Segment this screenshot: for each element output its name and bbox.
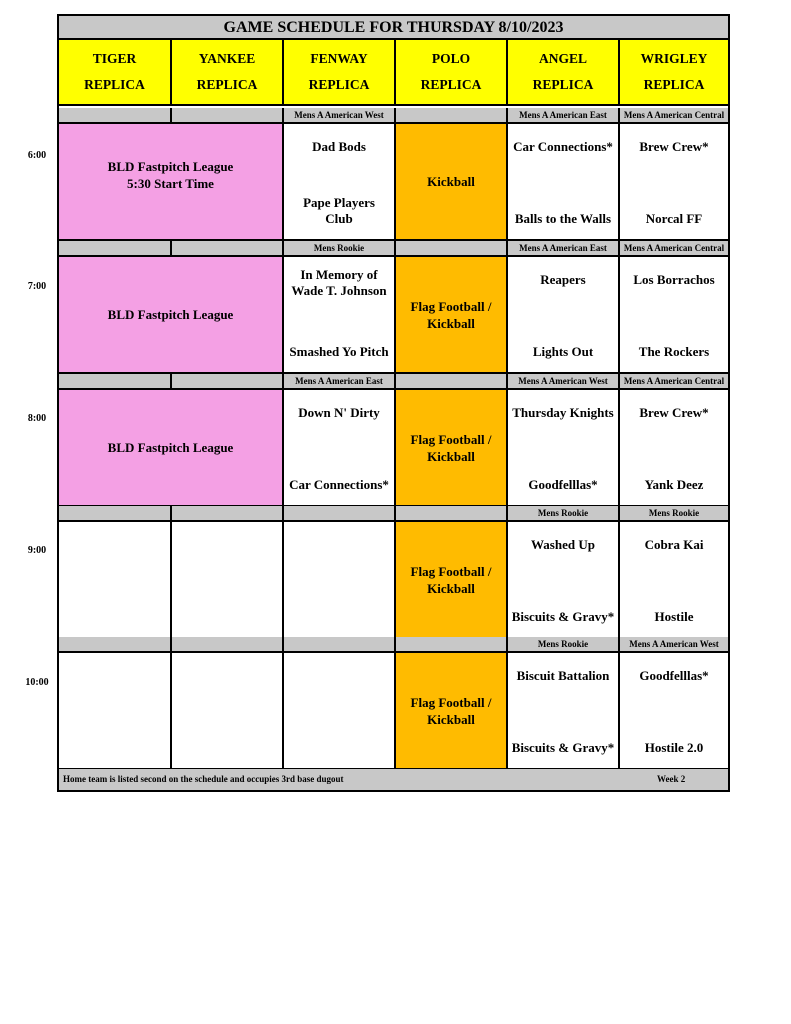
division-label <box>59 506 172 522</box>
field-header-wrigley <box>620 40 728 106</box>
division-label <box>172 108 284 124</box>
division-label <box>172 637 284 653</box>
division-label <box>59 108 172 124</box>
polo-event: Kickball <box>396 124 508 241</box>
field-name: WRIGLEY <box>640 51 708 66</box>
fastpitch-start-time: 5:30 Start Time <box>127 175 214 191</box>
division-label <box>396 108 508 124</box>
away-team: Washed Up <box>531 537 595 552</box>
field-name: TIGER <box>92 51 137 66</box>
home-team: Car Connections* <box>289 477 389 492</box>
division-label: Mens A American Central <box>620 241 728 257</box>
away-team: Brew Crew* <box>639 405 709 420</box>
division-label <box>172 241 284 257</box>
field-name: FENWAY <box>310 51 368 66</box>
division-label <box>59 637 172 653</box>
polo-event: Flag Football / Kickball <box>396 257 508 374</box>
field-header-polo <box>396 40 508 106</box>
time-label-6: 6:00 <box>27 150 47 161</box>
game-cell-fenway <box>284 124 396 241</box>
field-sub: REPLICA <box>420 77 482 92</box>
home-team: Balls to the Walls <box>514 211 612 226</box>
division-label: Mens Rookie <box>620 506 728 522</box>
week-label: Week 2 <box>657 774 686 784</box>
division-label <box>396 374 508 390</box>
game-cell-angel <box>508 522 620 639</box>
home-team: Lights Out <box>532 344 594 359</box>
empty-cell-fenway <box>284 522 396 639</box>
division-label <box>172 374 284 390</box>
away-team: Cobra Kai <box>644 537 704 552</box>
empty-cell-yankee <box>172 522 284 639</box>
division-label <box>396 241 508 257</box>
division-label <box>396 506 508 522</box>
empty-cell-tiger <box>59 653 172 770</box>
division-label: Mens Rookie <box>508 637 620 653</box>
game-cell-fenway <box>284 390 396 507</box>
field-name: POLO <box>431 51 471 66</box>
division-label <box>172 506 284 522</box>
field-sub: REPLICA <box>308 77 370 92</box>
time-label-10: 10:00 <box>25 677 49 688</box>
fastpitch-label: BLD Fastpitch League <box>107 158 234 174</box>
time-label-7: 7:00 <box>27 281 47 292</box>
division-label: Mens A American Central <box>620 374 728 390</box>
time-label-9: 9:00 <box>27 545 47 556</box>
polo-event: Flag Football / Kickball <box>396 653 508 770</box>
division-label <box>59 374 172 390</box>
away-team: Goodfelllas* <box>639 668 709 683</box>
division-label: Mens A American West <box>508 374 620 390</box>
field-header-angel <box>508 40 620 106</box>
schedule-title: GAME SCHEDULE FOR THURSDAY 8/10/2023 <box>59 16 728 40</box>
game-cell-wrigley <box>620 522 728 639</box>
away-team: Thursday Knights <box>512 405 614 420</box>
empty-cell-tiger <box>59 522 172 639</box>
away-team: Car Connections* <box>513 139 613 154</box>
game-cell-angel <box>508 124 620 241</box>
home-team-note: Home team is listed second on the schedule and occupies 3rd base dugout <box>63 774 344 784</box>
field-sub: REPLICA <box>84 77 145 92</box>
away-team: In Memory of Wade T. Johnson <box>291 267 387 298</box>
schedule-footer <box>59 769 728 790</box>
division-label <box>284 637 396 653</box>
away-team: Los Borrachos <box>633 272 715 287</box>
home-team: Hostile 2.0 <box>644 740 704 755</box>
home-team: Hostile <box>654 609 694 624</box>
away-team: Dad Bods <box>312 139 366 154</box>
away-team: Reapers <box>540 272 586 287</box>
home-team: The Rockers <box>638 344 710 359</box>
field-sub: REPLICA <box>643 77 705 92</box>
division-label: Mens A American West <box>620 637 728 653</box>
game-cell-angel <box>508 390 620 507</box>
division-label: Mens A American Central <box>620 108 728 124</box>
home-team: Norcal FF <box>645 211 703 226</box>
home-team: Goodfelllas* <box>528 477 598 492</box>
game-cell-wrigley <box>620 390 728 507</box>
field-name: YANKEE <box>198 51 256 66</box>
home-team: Biscuits & Gravy* <box>511 609 615 624</box>
home-team: Biscuits & Gravy* <box>511 740 615 755</box>
away-team: Brew Crew* <box>639 139 709 154</box>
field-header-fenway <box>284 40 396 106</box>
game-cell-angel <box>508 653 620 770</box>
away-team: Biscuit Battalion <box>516 668 610 683</box>
polo-event: Flag Football / Kickball <box>396 390 508 507</box>
empty-cell-yankee <box>172 653 284 770</box>
division-label: Mens Rookie <box>284 241 396 257</box>
field-sub: REPLICA <box>532 77 594 92</box>
field-header-tiger <box>59 40 172 106</box>
game-cell-fenway <box>284 257 396 374</box>
home-team: Yank Deez <box>644 477 704 492</box>
fastpitch-block: BLD Fastpitch League <box>59 257 284 374</box>
polo-event: Flag Football / Kickball <box>396 522 508 639</box>
division-label <box>284 506 396 522</box>
game-cell-wrigley <box>620 653 728 770</box>
home-team: Pape Players Club <box>303 195 375 226</box>
empty-cell-fenway <box>284 653 396 770</box>
away-team: Down N' Dirty <box>298 405 380 420</box>
game-cell-wrigley <box>620 257 728 374</box>
game-cell-angel <box>508 257 620 374</box>
division-label <box>396 637 508 653</box>
division-label: Mens A American East <box>284 374 396 390</box>
division-label: Mens Rookie <box>508 506 620 522</box>
schedule-table <box>57 14 730 792</box>
division-label <box>59 241 172 257</box>
division-label: Mens A American East <box>508 241 620 257</box>
game-cell-wrigley <box>620 124 728 241</box>
fastpitch-block <box>59 124 284 241</box>
field-sub: REPLICA <box>196 77 258 92</box>
home-team: Smashed Yo Pitch <box>289 344 389 359</box>
field-header-yankee <box>172 40 284 106</box>
fastpitch-block: BLD Fastpitch League <box>59 390 284 507</box>
field-name: ANGEL <box>538 51 587 66</box>
time-label-8: 8:00 <box>27 413 47 424</box>
division-label: Mens A American East <box>508 108 620 124</box>
division-label: Mens A American West <box>284 108 396 124</box>
